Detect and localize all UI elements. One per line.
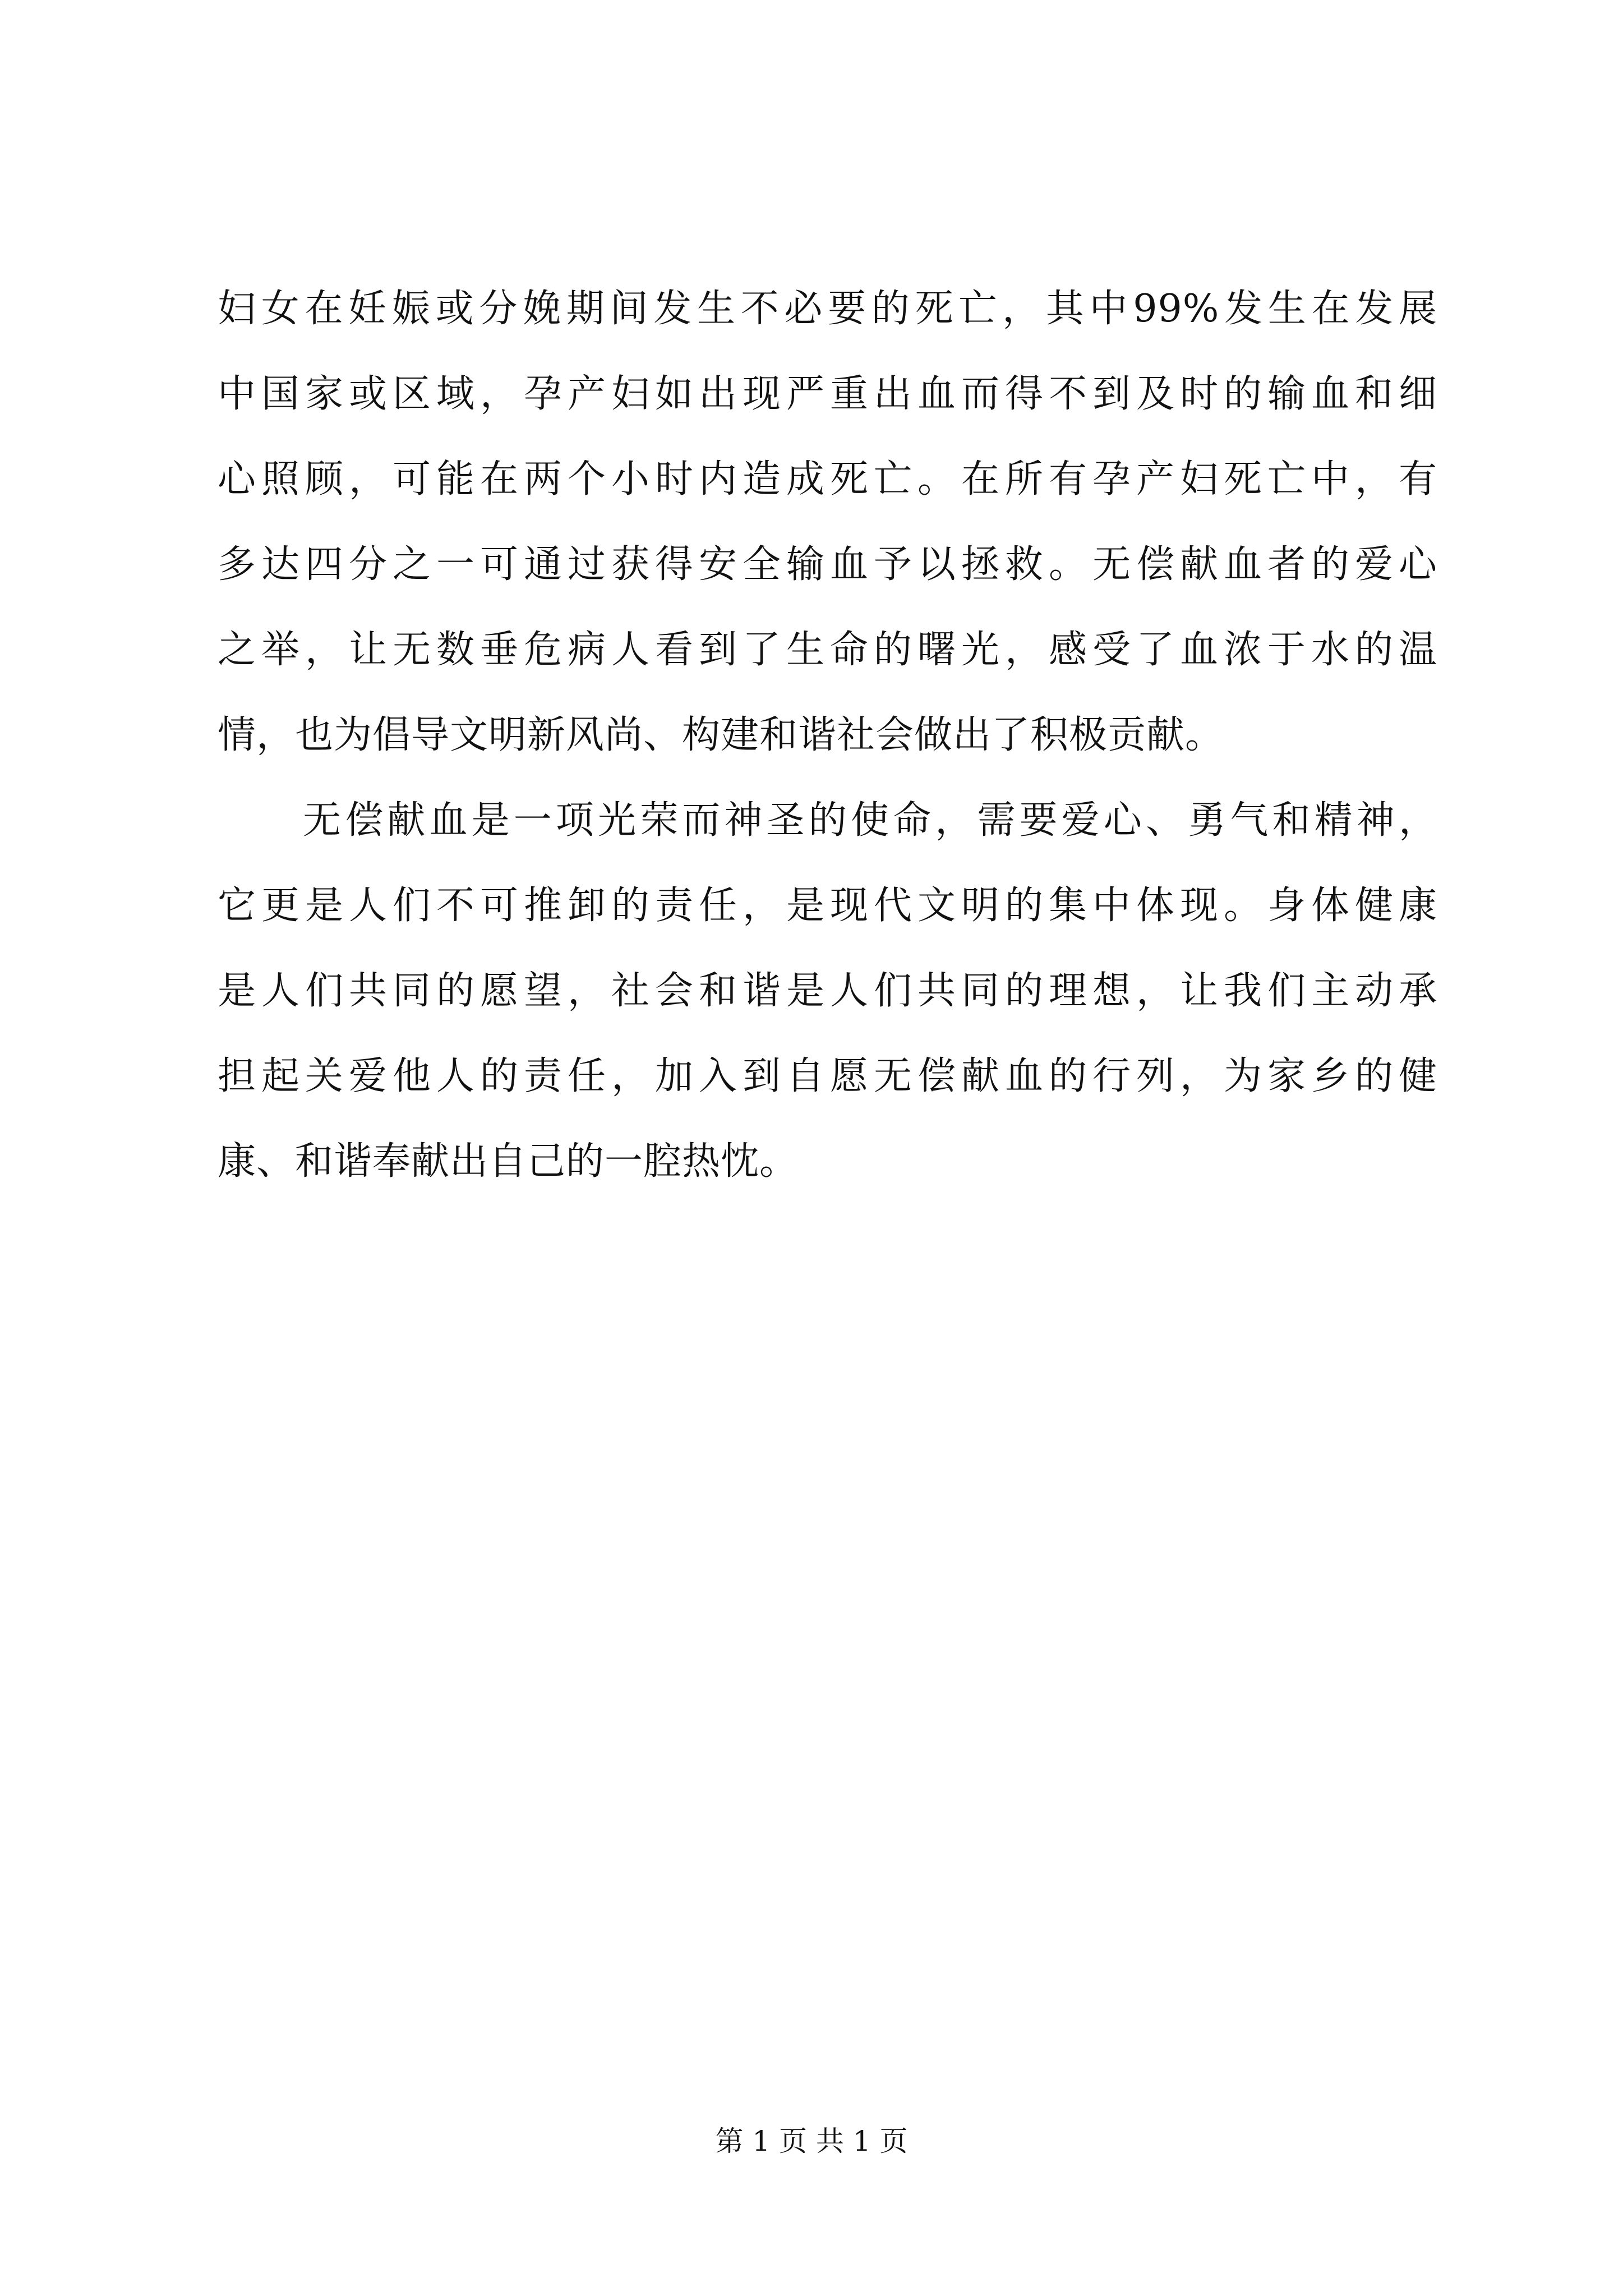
paragraph-line: 之举，让无数垂危病人看到了生命的曙光，感受了血浓于水的温 [218,628,1437,672]
page-footer [0,2122,1623,2161]
paragraph-line: 是人们共同的愿望，社会和谐是人们共同的理想，让我们主动承 [218,969,1437,1013]
body-text [218,266,1437,1204]
paragraph-line: 心照顾，可能在两个小时内造成死亡。在所有孕产妇死亡中，有 [218,457,1437,501]
page-number-label: 第 1 页 共 1 页 [715,2125,908,2157]
paragraph-line: 它更是人们不可推卸的责任，是现代文明的集中体现。身体健康 [218,884,1437,928]
paragraph-line: 情，也为倡导文明新风尚、构建和谐社会做出了积极贡献。 [218,713,1224,757]
paragraph-line: 担起关爱他人的责任，加入到自愿无偿献血的行列，为家乡的健 [218,1054,1437,1098]
paragraph-line: 妇女在妊娠或分娩期间发生不必要的死亡，其中99%发生在发展 [218,287,1437,331]
paragraph-line: 无偿献血是一项光荣而神圣的使命，需要爱心、勇气和精神， [303,798,1437,843]
paragraph-line: 中国家或区域，孕产妇如出现严重出血而得不到及时的输血和细 [218,372,1437,416]
paragraph-line: 多达四分之一可通过获得安全输血予以拯救。无偿献血者的爱心 [218,542,1437,587]
paragraph-line: 康、和谐奉献出自己的一腔热忱。 [218,1139,799,1184]
